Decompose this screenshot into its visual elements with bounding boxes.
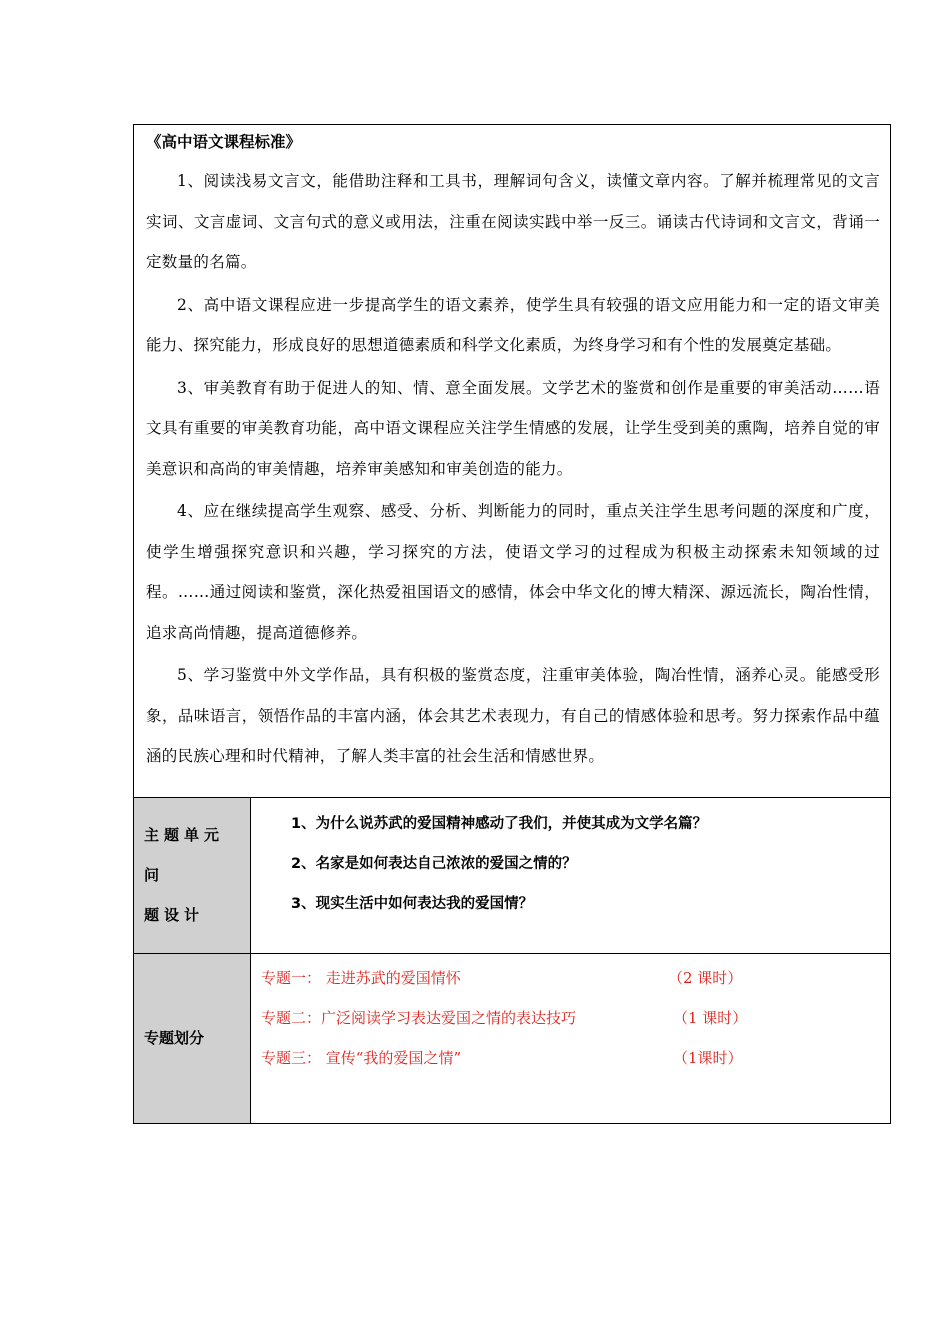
topic-row: [134, 953, 891, 1123]
topic-item-1-hours: （2 课时）: [668, 968, 743, 987]
lesson-plan-table: [133, 124, 891, 1124]
question-content-cell: [251, 797, 891, 953]
topic-item-3-hours: （1课时）: [673, 1048, 743, 1067]
topic-item-3-name: 专题三： 宣传“我的爱国之情”: [261, 1048, 462, 1067]
standard-paragraph-1: 1、阅读浅易文言文，能借助注释和工具书，理解词句含义，读懂文章内容。了解并梳理常见的文言实词、文言虚词、文言句式的意义或用法，注重在阅读实践中举一反三。诵读古代诗词和文言文，背诵一定数量的名篇。: [146, 172, 881, 271]
standard-paragraph-4: 4、应在继续提高学生观察、感受、分析、判断能力的同时，重点关注学生思考问题的深度和广度，使学生增强探究意识和兴趣，学习探究的方法，使语文学习的过程成为积极主动探索未知领域的过程。……通过阅读和鉴赏，深化热爱祖国语文的感情，体会中华文化的博大精深、源远流长，陶冶性情，追求高尚情趣，提高道德修养。: [146, 502, 881, 642]
standard-row: [134, 125, 891, 798]
standard-paragraph-5: 5、学习鉴赏中外文学作品，具有积极的鉴赏态度，注重审美体验，陶冶性情，涵养心灵。能感受形象，品味语言，领悟作品的丰富内涵，体会其艺术表现力，有自己的情感体验和思考。努力探索作品中蕴涵的民族心理和时代精神，了解人类丰富的社会生活和情感世界。: [146, 666, 881, 765]
topic-item-2-name: 专题二：广泛阅读学习表达爱国之情的表达技巧: [261, 1008, 577, 1027]
topic-content-cell: [251, 953, 891, 1123]
standard-title: 《高中语文课程标准》: [146, 132, 302, 151]
question-item-3: 3、现实生活中如何表达我的爱国情？: [291, 895, 534, 912]
topic-item-2: [261, 998, 880, 1038]
question-row: [134, 797, 891, 953]
topic-item-2-hours: （1 课时）: [673, 1008, 748, 1027]
topic-item-1: [261, 958, 880, 998]
topic-item-3: [261, 1038, 880, 1078]
question-label-line-2: 题设计: [144, 906, 205, 924]
topic-item-1-name: 专题一： 走进苏武的爱国情怀: [261, 968, 461, 987]
standard-paragraph-3: 3、审美教育有助于促进人的知、情、意全面发展。文学艺术的鉴赏和创作是重要的审美活动……语文具有重要的审美教育功能，高中语文课程应关注学生情感的发展，让学生受到美的熏陶，培养自觉的审美意识和高尚的审美情趣，培养审美感知和审美创造的能力。: [146, 378, 881, 478]
standard-paragraph-2: 2、高中语文课程应进一步提高学生的语文素养，使学生具有较强的语文应用能力和一定的语文审美能力、探究能力，形成良好的思想道德素质和科学文化素质，为终身学习和有个性的发展奠定基础。: [146, 295, 881, 354]
question-label-cell: [134, 797, 251, 953]
standard-cell: [134, 125, 891, 798]
question-item-2: 2、名家是如何表达自己浓浓的爱国之情的？: [291, 855, 577, 872]
question-item-1: 1、为什么说苏武的爱国精神感动了我们，并使其成为文学名篇？: [291, 815, 708, 832]
topic-label-cell: [134, 953, 251, 1123]
question-label-line-1: 主题单元问: [144, 826, 225, 884]
topic-label: 专题划分: [144, 1029, 205, 1047]
